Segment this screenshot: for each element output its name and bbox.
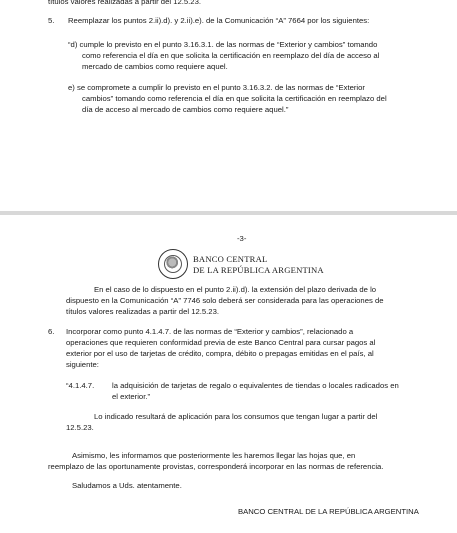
header-line-1: BANCO CENTRAL — [193, 254, 268, 264]
page-number: -3- — [237, 234, 247, 243]
bcra-seal-icon — [158, 249, 188, 279]
item-6-sub-line-1: la adquisición de tarjetas de regalo o equivalentes de tiendas o locales radicados en — [112, 381, 399, 390]
item-5-e-line-1: e) se compromete a cumplir lo previsto en el punto 3.16.3.2. de las normas de “Exterior — [68, 83, 365, 92]
item-5-d-line-1: “d) cumple lo previsto en el punto 3.16.3.1. de las normas de “Exterior y cambios” tomando — [68, 40, 378, 49]
previous-page-fragment: títulos valores realizadas a partir del 12.5.23. — [48, 0, 201, 6]
item-6-note-line-1: Lo indicado resultará de aplicación para los consumos que tengan lugar a partir del — [94, 412, 378, 421]
item-5-d-line-2: como referencia el día en que solicita la certificación en reemplazo del día de acceso al — [82, 51, 380, 60]
item-5-text: Reemplazar los puntos 2.ii).d). y 2.ii).e). de la Comunicación “A” 7664 por los siguientes: — [68, 16, 370, 25]
continuation-line-2: dispuesto en la Comunicación “A” 7746 solo deberá ser considerada para las operaciones de — [66, 296, 384, 305]
item-5-e-line-2: cambios” tomando como referencia el día en que solicita la certificación en reemplazo del — [82, 94, 387, 103]
closing-line-2: reemplazo de las oportunamente provistas, corresponderá incorporar en las normas de referencia. — [48, 462, 384, 471]
continuation-line-1: En el caso de lo dispuesto en el punto 2.ii).d). la extensión del plazo derivada de lo — [94, 285, 377, 294]
header-line-2: DE LA REPÚBLICA ARGENTINA — [193, 265, 324, 275]
salutation: Saludamos a Uds. atentamente. — [72, 481, 182, 490]
item-6-line-3: exterior por el uso de tarjetas de crédito, compra, débito o prepagas emitidas en el país, al — [66, 349, 374, 358]
continuation-line-3: títulos valores realizadas a partir del 12.5.23. — [66, 307, 219, 316]
closing-line-1: Asimismo, les informamos que posteriormente les haremos llegar las hojas que, en — [72, 451, 356, 460]
page-separator — [0, 211, 457, 215]
item-6-line-1: Incorporar como punto 4.1.4.7. de las normas de “Exterior y cambios”, relacionado a — [66, 327, 354, 336]
signature: BANCO CENTRAL DE LA REPÚBLICA ARGENTINA — [238, 507, 419, 516]
item-5-e-line-3: día de acceso al mercado de cambios como requiere aquel.” — [82, 105, 289, 114]
item-6-sub-number: “4.1.4.7. — [66, 381, 95, 390]
item-6-sub-line-2: el exterior.” — [112, 392, 151, 401]
item-6-line-2: operaciones que requieren conformidad previa de este Banco Central para cursar pagos al — [66, 338, 376, 347]
item-6-line-4: siguiente: — [66, 360, 99, 369]
item-5-d-line-3: mercado de cambios como requiere aquel. — [82, 62, 228, 71]
item-6-note-line-2: 12.5.23. — [66, 423, 94, 432]
item-6-number: 6. — [48, 327, 55, 336]
item-5-number: 5. — [48, 16, 55, 25]
